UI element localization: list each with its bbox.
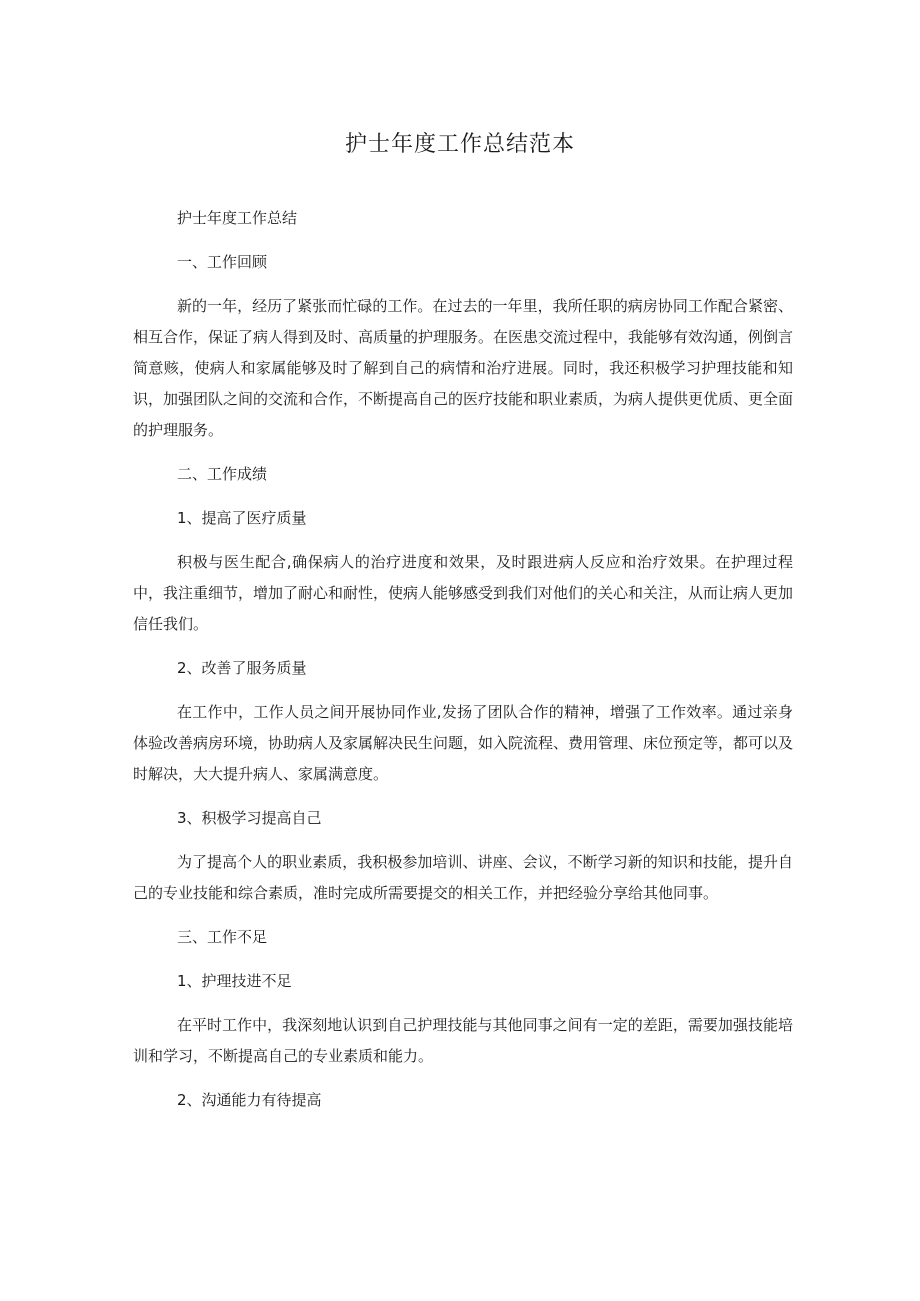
paragraph: 为了提高个人的职业素质，我积极参加培训、讲座、会议，不断学习新的知识和技能，提升自己的专业技能和综合素质，准时完成所需要提交的相关工作，并把经验分享给其他同事。: [133, 853, 793, 902]
document-body: [133, 203, 793, 1116]
subsection-heading: 2、改善了服务质量: [177, 659, 307, 677]
section-heading: 护士年度工作总结: [177, 209, 298, 227]
section-heading: 二、工作成绩: [177, 465, 268, 483]
section-heading: 一、工作回顾: [177, 253, 268, 271]
paragraph: 在工作中，工作人员之间开展协同作业,发扬了团队合作的精神，增强了工作效率。通过亲身体验改善病房环境，协助病人及家属解决民生问题，如入院流程、费用管理、床位预定等，都可以及时解决，大大提升病人、家属满意度。: [133, 703, 794, 783]
subsection-heading: 2、沟通能力有待提高: [177, 1091, 322, 1109]
paragraph: 积极与医生配合,确保病人的治疗进度和效果，及时跟进病人反应和治疗效果。在护理过程中，我注重细节，增加了耐心和耐性，使病人能够感受到我们对他们的关心和关注，从而让病人更加信任我们。: [133, 553, 794, 633]
document-title: 护士年度工作总结范本: [344, 132, 575, 157]
section-heading: 三、工作不足: [177, 928, 268, 946]
subsection-heading: 3、积极学习提高自己: [177, 809, 322, 827]
paragraph: 在平时工作中，我深刻地认识到自己护理技能与其他同事之间有一定的差距，需要加强技能培训和学习，不断提高自己的专业素质和能力。: [133, 1016, 793, 1065]
subsection-heading: 1、护理技进不足: [177, 972, 292, 990]
paragraph: 新的一年，经历了紧张而忙碌的工作。在过去的一年里，我所任职的病房协同工作配合紧密、相互合作，保证了病人得到及时、高质量的护理服务。在医患交流过程中，我能够有效沟通，例倒言简意赅，使病人和家属能够及时了解到自己的病情和治疗进展。同时，我还积极学习护理技能和知识，加强团队之间的交流和合作，不断提高自己的医疗技能和职业素质，为病人提供更优质、更全面的护理服务。: [133, 297, 794, 439]
subsection-heading: 1、提高了医疗质量: [177, 509, 307, 527]
